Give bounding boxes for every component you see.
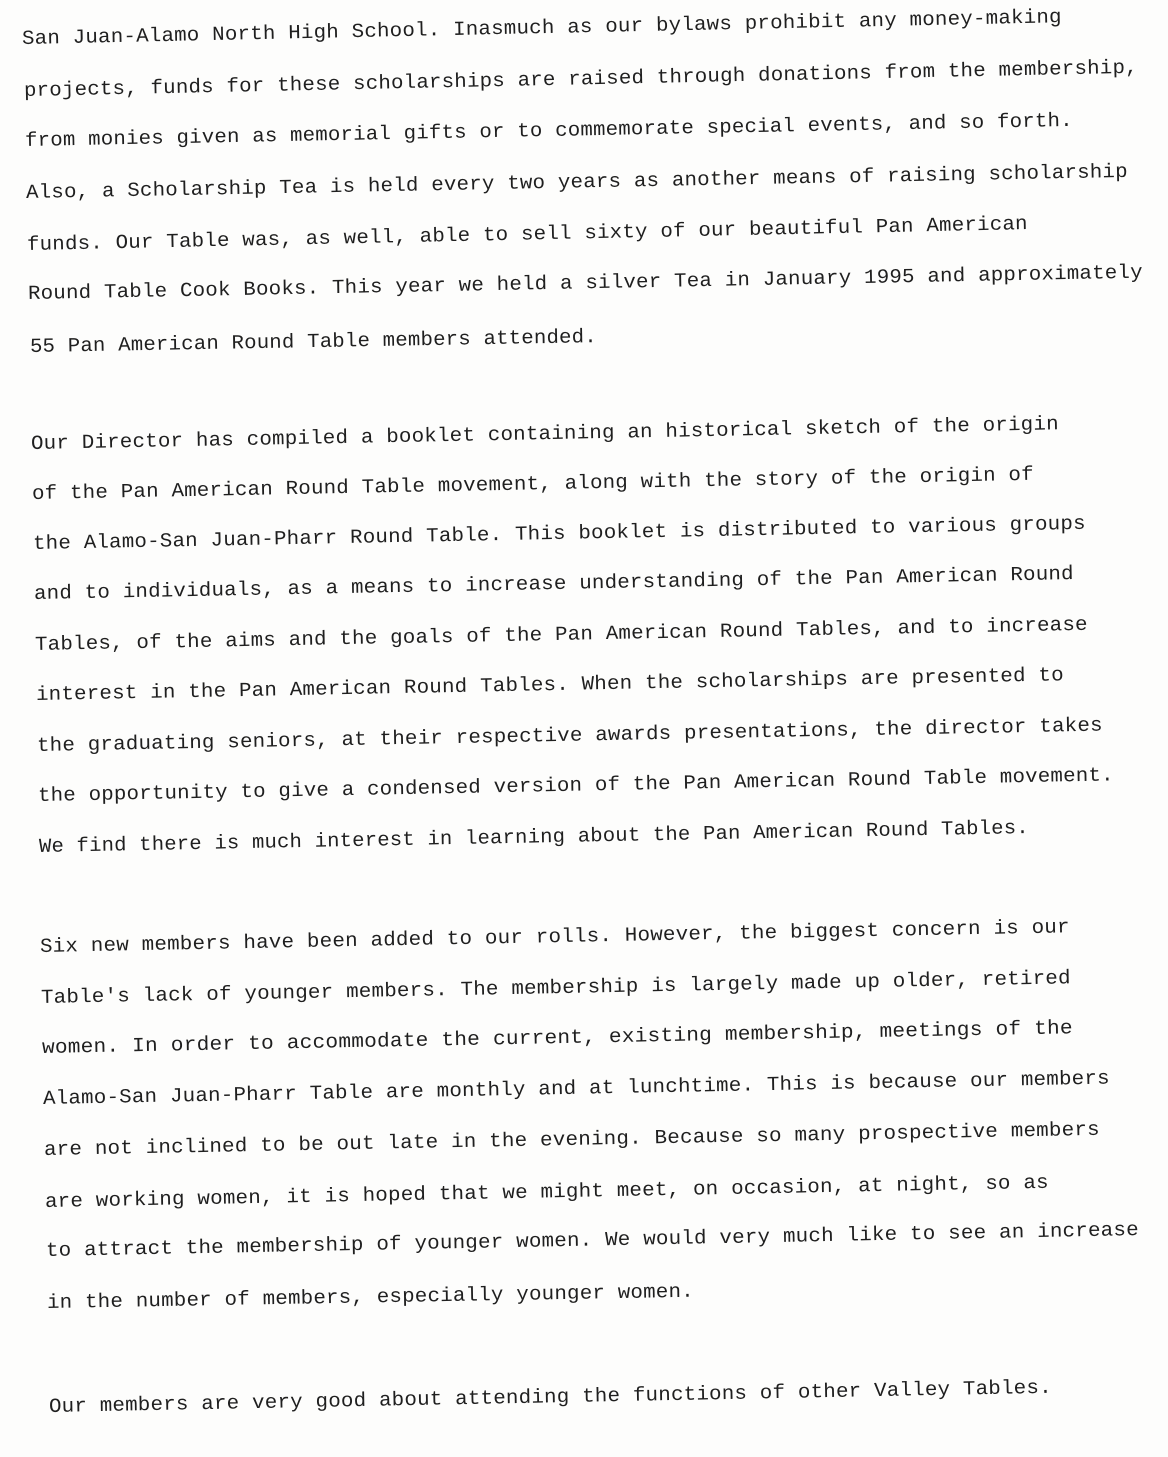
text-line: are not inclined to be out late in the evening. Because so many prospective members — [43, 1118, 1101, 1162]
text-line: Round Table Cook Books. This year we held a silver Tea in January 1995 and approximately — [27, 261, 1144, 306]
text-line: Alamo-San Juan-Pharr Table are monthly and at lunchtime. This is because our members — [42, 1067, 1111, 1111]
text-line: the Alamo-San Juan-Pharr Round Table. This booklet is distributed to various groups — [32, 512, 1086, 556]
text-line: Our Director has compiled a booklet containing an historical sketch of the origin — [30, 413, 1060, 456]
text-line: Table's lack of younger members. The membership is largely made up older, retired — [40, 967, 1071, 1010]
text-line: interest in the Pan American Round Tables. When the scholarships are presented to — [35, 664, 1065, 707]
text-line: to attract the membership of younger women. We would very much like to see an increase — [45, 1219, 1140, 1263]
text-line: Our members are very good about attending the functions of other Valley Tables. — [48, 1376, 1053, 1419]
text-line: in the number of members, especially younger women. — [46, 1280, 695, 1315]
text-line: San Juan-Alamo North High School. Inasmuch as our bylaws prohibit any money-making — [21, 6, 1062, 51]
text-line: Six new members have been added to our rolls. However, the biggest concern is our — [39, 916, 1070, 959]
text-line: the opportunity to give a condensed version of the Pan American Round Table movement. — [37, 764, 1114, 808]
text-line: Tables, of the aims and the goals of the Pan American Round Tables, and to increase — [34, 613, 1088, 657]
text-line: Also, a Scholarship Tea is held every two years as another means of raising scholarship — [25, 160, 1129, 205]
text-line: of the Pan American Round Table movement, along with the story of the origin of — [31, 463, 1035, 506]
text-line: are working women, it is hoped that we might meet, on occasion, at night, so as — [44, 1171, 1049, 1214]
text-line: the graduating seniors, at their respective awards presentations, the director takes — [36, 714, 1103, 758]
text-line: from monies given as memorial gifts or to commemorate special events, and so forth. — [24, 109, 1074, 153]
text-line: We find there is much interest in learning about the Pan American Round Tables. — [38, 816, 1030, 859]
text-line: projects, funds for these scholarships are raised through donations from the membership, — [23, 56, 1139, 103]
text-line: funds. Our Table was, as well, able to sell sixty of our beautiful Pan American — [26, 213, 1028, 257]
text-line: 55 Pan American Round Table members attended. — [29, 326, 598, 359]
text-line: women. In order to accommodate the current, existing membership, meetings of the — [41, 1017, 1074, 1060]
text-line: and to individuals, as a means to increase understanding of the Pan American Round — [33, 563, 1075, 606]
